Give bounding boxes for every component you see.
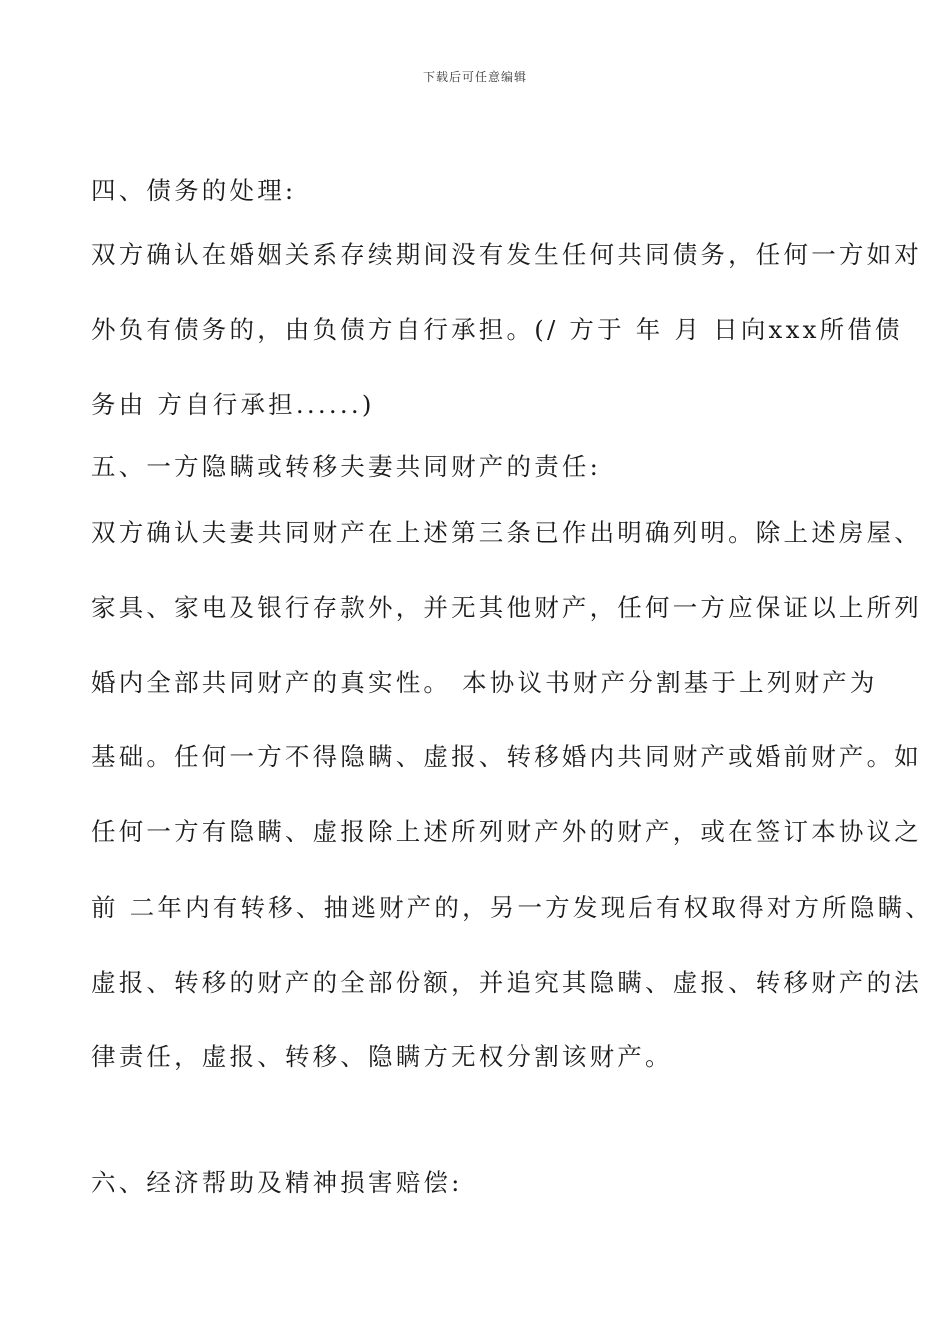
paragraph-line: 前 二年内有转移、抽逃财产的，另一方发现后有权取得对方所隐瞒、 xyxy=(91,893,933,922)
paragraph-line: 任何一方有隐瞒、虚报除上述所列财产外的财产，或在签订本协议之 xyxy=(91,817,922,846)
paragraph-line: 务由 方自行承担......) xyxy=(91,390,375,419)
page-header: 下载后可任意编辑 xyxy=(422,70,527,84)
paragraph-line: 双方确认夫妻共同财产在上述第三条已作出明确列明。除上述房屋、 xyxy=(91,518,922,547)
paragraph-line: 外负有债务的，由负债方自行承担。(/ 方于 年 月 日向xxx所借债 xyxy=(91,315,903,344)
paragraph-line: 家具、家电及银行存款外，并无其他财产，任何一方应保证以上所列 xyxy=(91,593,922,622)
paragraph-line: 律责任，虚报、转移、隐瞒方无权分割该财产。 xyxy=(91,1042,673,1071)
section-heading-compensation: 六、经济帮助及精神损害赔偿: xyxy=(91,1168,463,1197)
paragraph-line: 基础。任何一方不得隐瞒、虚报、转移婚内共同财产或婚前财产。如 xyxy=(91,742,922,771)
paragraph-line: 虚报、转移的财产的全部份额，并追究其隐瞒、虚报、转移财产的法 xyxy=(91,968,922,997)
section-heading-concealment: 五、一方隐瞒或转移夫妻共同财产的责任: xyxy=(91,452,602,481)
section-heading-debt: 四、债务的处理: xyxy=(91,176,297,205)
paragraph-line: 婚内全部共同财产的真实性。 本协议书财产分割基于上列财产为 xyxy=(91,668,878,697)
paragraph-line: 双方确认在婚姻关系存续期间没有发生任何共同债务，任何一方如对 xyxy=(91,240,922,269)
